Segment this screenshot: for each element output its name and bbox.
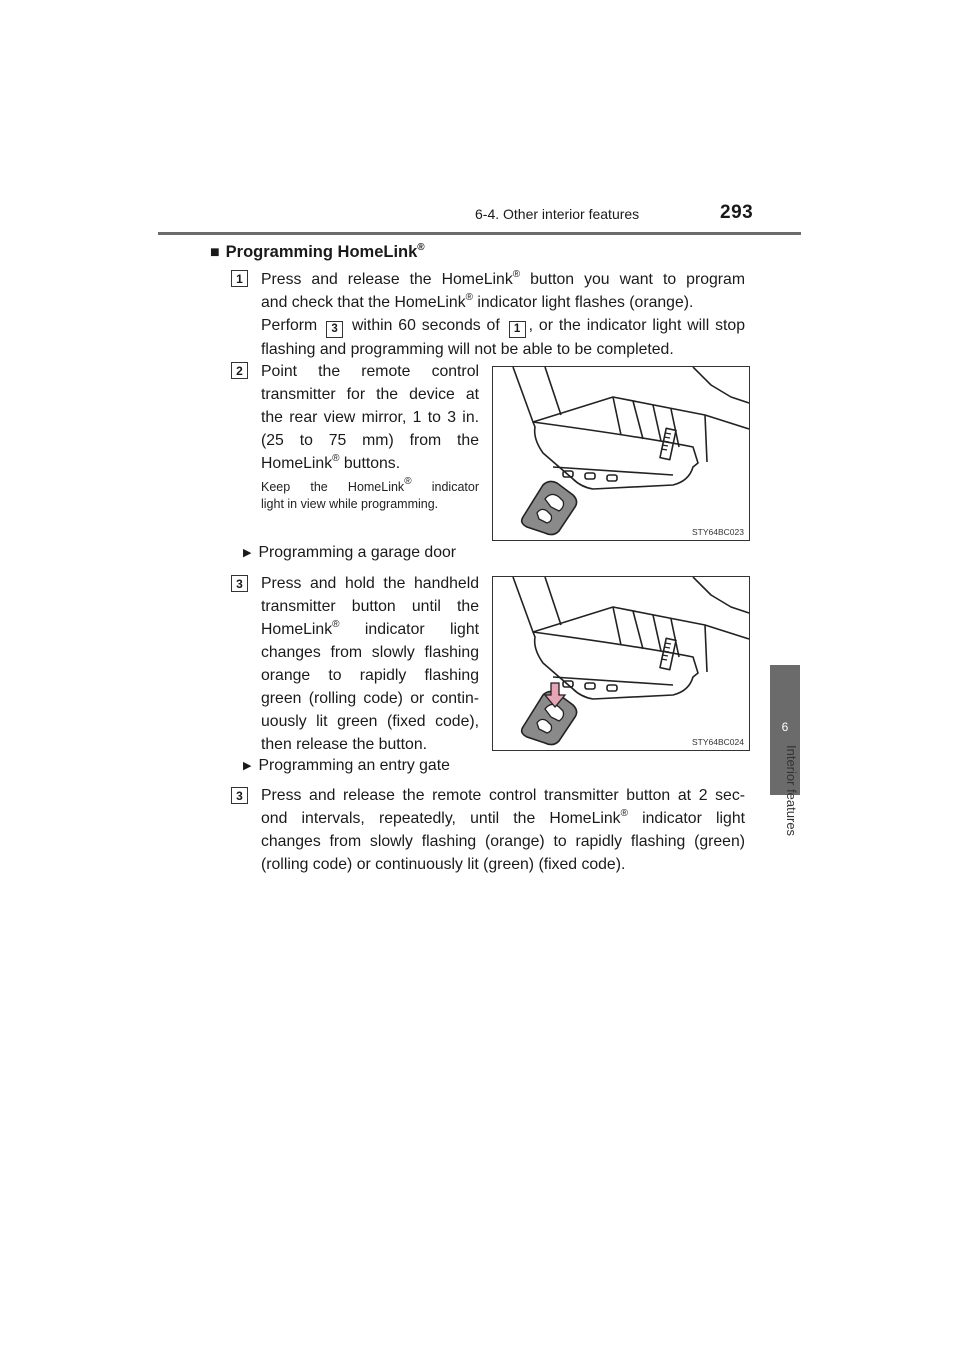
step-3b-line-4: (rolling code) or continuously lit (green) (fixed code). (261, 856, 626, 873)
step-2-line-4: (25 to 75 mm) from the (261, 432, 479, 449)
step-1-line-1 (261, 268, 745, 291)
step-3a-line-5: orange to rapidly flashing (261, 667, 479, 684)
registered-mark: ® (332, 619, 340, 630)
figure-code: STY64BC024 (692, 737, 744, 747)
step-1-line-4: flashing and programming will not be able to be completed. (261, 341, 674, 358)
registered-mark: ® (417, 242, 425, 253)
step-3a-line-3 (261, 618, 479, 641)
text-run: HomeLink (261, 621, 333, 638)
figure-code: STY64BC023 (692, 527, 744, 537)
step-3a-line-6: green (rolling code) or contin- (261, 690, 479, 707)
text-run: HomeLink (261, 455, 333, 472)
header-rule (158, 232, 801, 235)
registered-mark: ® (512, 269, 521, 280)
step-2-text (261, 360, 479, 475)
step-2-line-5 (261, 452, 479, 475)
step-3a-line-7: uously lit green (fixed code), (261, 713, 479, 730)
section-title: 6-4. Other interior features (475, 206, 640, 222)
text-run: ond intervals, repeatedly, until the HomeLink (261, 810, 621, 827)
step-3b-line-2 (261, 807, 745, 830)
text-run: Perform (261, 317, 324, 334)
bullet-entry-gate (243, 757, 450, 775)
bullet-text: Programming an entry gate (258, 757, 450, 774)
figure-mirror-remote (492, 366, 750, 541)
step-ref-3: 3 (326, 321, 343, 338)
step-1-line-3 (261, 314, 745, 338)
mirror-remote-illustration (493, 367, 749, 540)
registered-mark: ® (465, 292, 473, 303)
text-run: and check that the HomeLink (261, 294, 466, 311)
bullet-garage-door (243, 544, 456, 562)
registered-mark: ® (332, 453, 340, 464)
step-3a-line-8: then release the button. (261, 736, 427, 753)
step-3a-line-1: Press and hold the handheld (261, 575, 479, 592)
chapter-title-text: Interior features (784, 745, 799, 837)
figure-mirror-press (492, 576, 750, 751)
step-number-1: 1 (231, 270, 248, 287)
step-2-line-1: Point the remote control (261, 363, 479, 380)
chapter-number: 6 (781, 720, 789, 734)
page-number: 293 (720, 202, 754, 223)
step-1-line-2 (261, 291, 745, 314)
step-2-note (261, 476, 479, 513)
registered-mark: ® (620, 808, 628, 819)
triangle-bullet-icon: ▶ (243, 547, 252, 559)
text-run: indicator light (339, 621, 479, 638)
step-3-gate-text (261, 784, 745, 876)
step-ref-1: 1 (509, 321, 526, 338)
text-run: indicator light (627, 810, 746, 827)
section-heading (210, 243, 425, 262)
text-run: buttons. (339, 455, 401, 472)
mirror-press-illustration (493, 577, 749, 750)
text-run: Keep the HomeLink (261, 480, 405, 494)
step-number-2: 2 (231, 362, 248, 379)
note-line-2: light in view while programming. (261, 497, 439, 511)
bullet-text: Programming a garage door (258, 544, 457, 561)
step-3a-line-2: transmitter button until the (261, 598, 479, 615)
step-3-garage-text (261, 572, 479, 756)
step-1-text (261, 268, 745, 361)
step-number-3: 3 (231, 575, 248, 592)
text-run: indicator light flashes (orange). (472, 294, 694, 311)
text-run: indicator (411, 480, 479, 494)
chapter-title (771, 745, 799, 865)
text-run: , or the indicator light will stop (528, 317, 745, 334)
step-2-line-3: the rear view mirror, 1 to 3 in. (261, 409, 479, 426)
step-3b-line-1: Press and release the remote control transmitter button at 2 sec- (261, 787, 745, 804)
square-bullet-icon: ■ (210, 244, 220, 261)
text-run: Press and release the HomeLink (261, 271, 513, 288)
text-run: button you want to program (520, 271, 745, 288)
step-number-3-gate: 3 (231, 787, 248, 804)
step-2-line-2: transmitter for the device at (261, 386, 479, 403)
step-3a-line-4: changes from slowly flashing (261, 644, 479, 661)
triangle-bullet-icon: ▶ (243, 760, 252, 772)
note-line-1 (261, 476, 479, 496)
registered-mark: ® (404, 476, 412, 487)
step-3b-line-3: changes from slowly flashing (orange) to rapidly flashing (green) (261, 833, 745, 850)
heading-text: Programming HomeLink (225, 243, 418, 261)
text-run: within 60 seconds of (346, 317, 506, 334)
